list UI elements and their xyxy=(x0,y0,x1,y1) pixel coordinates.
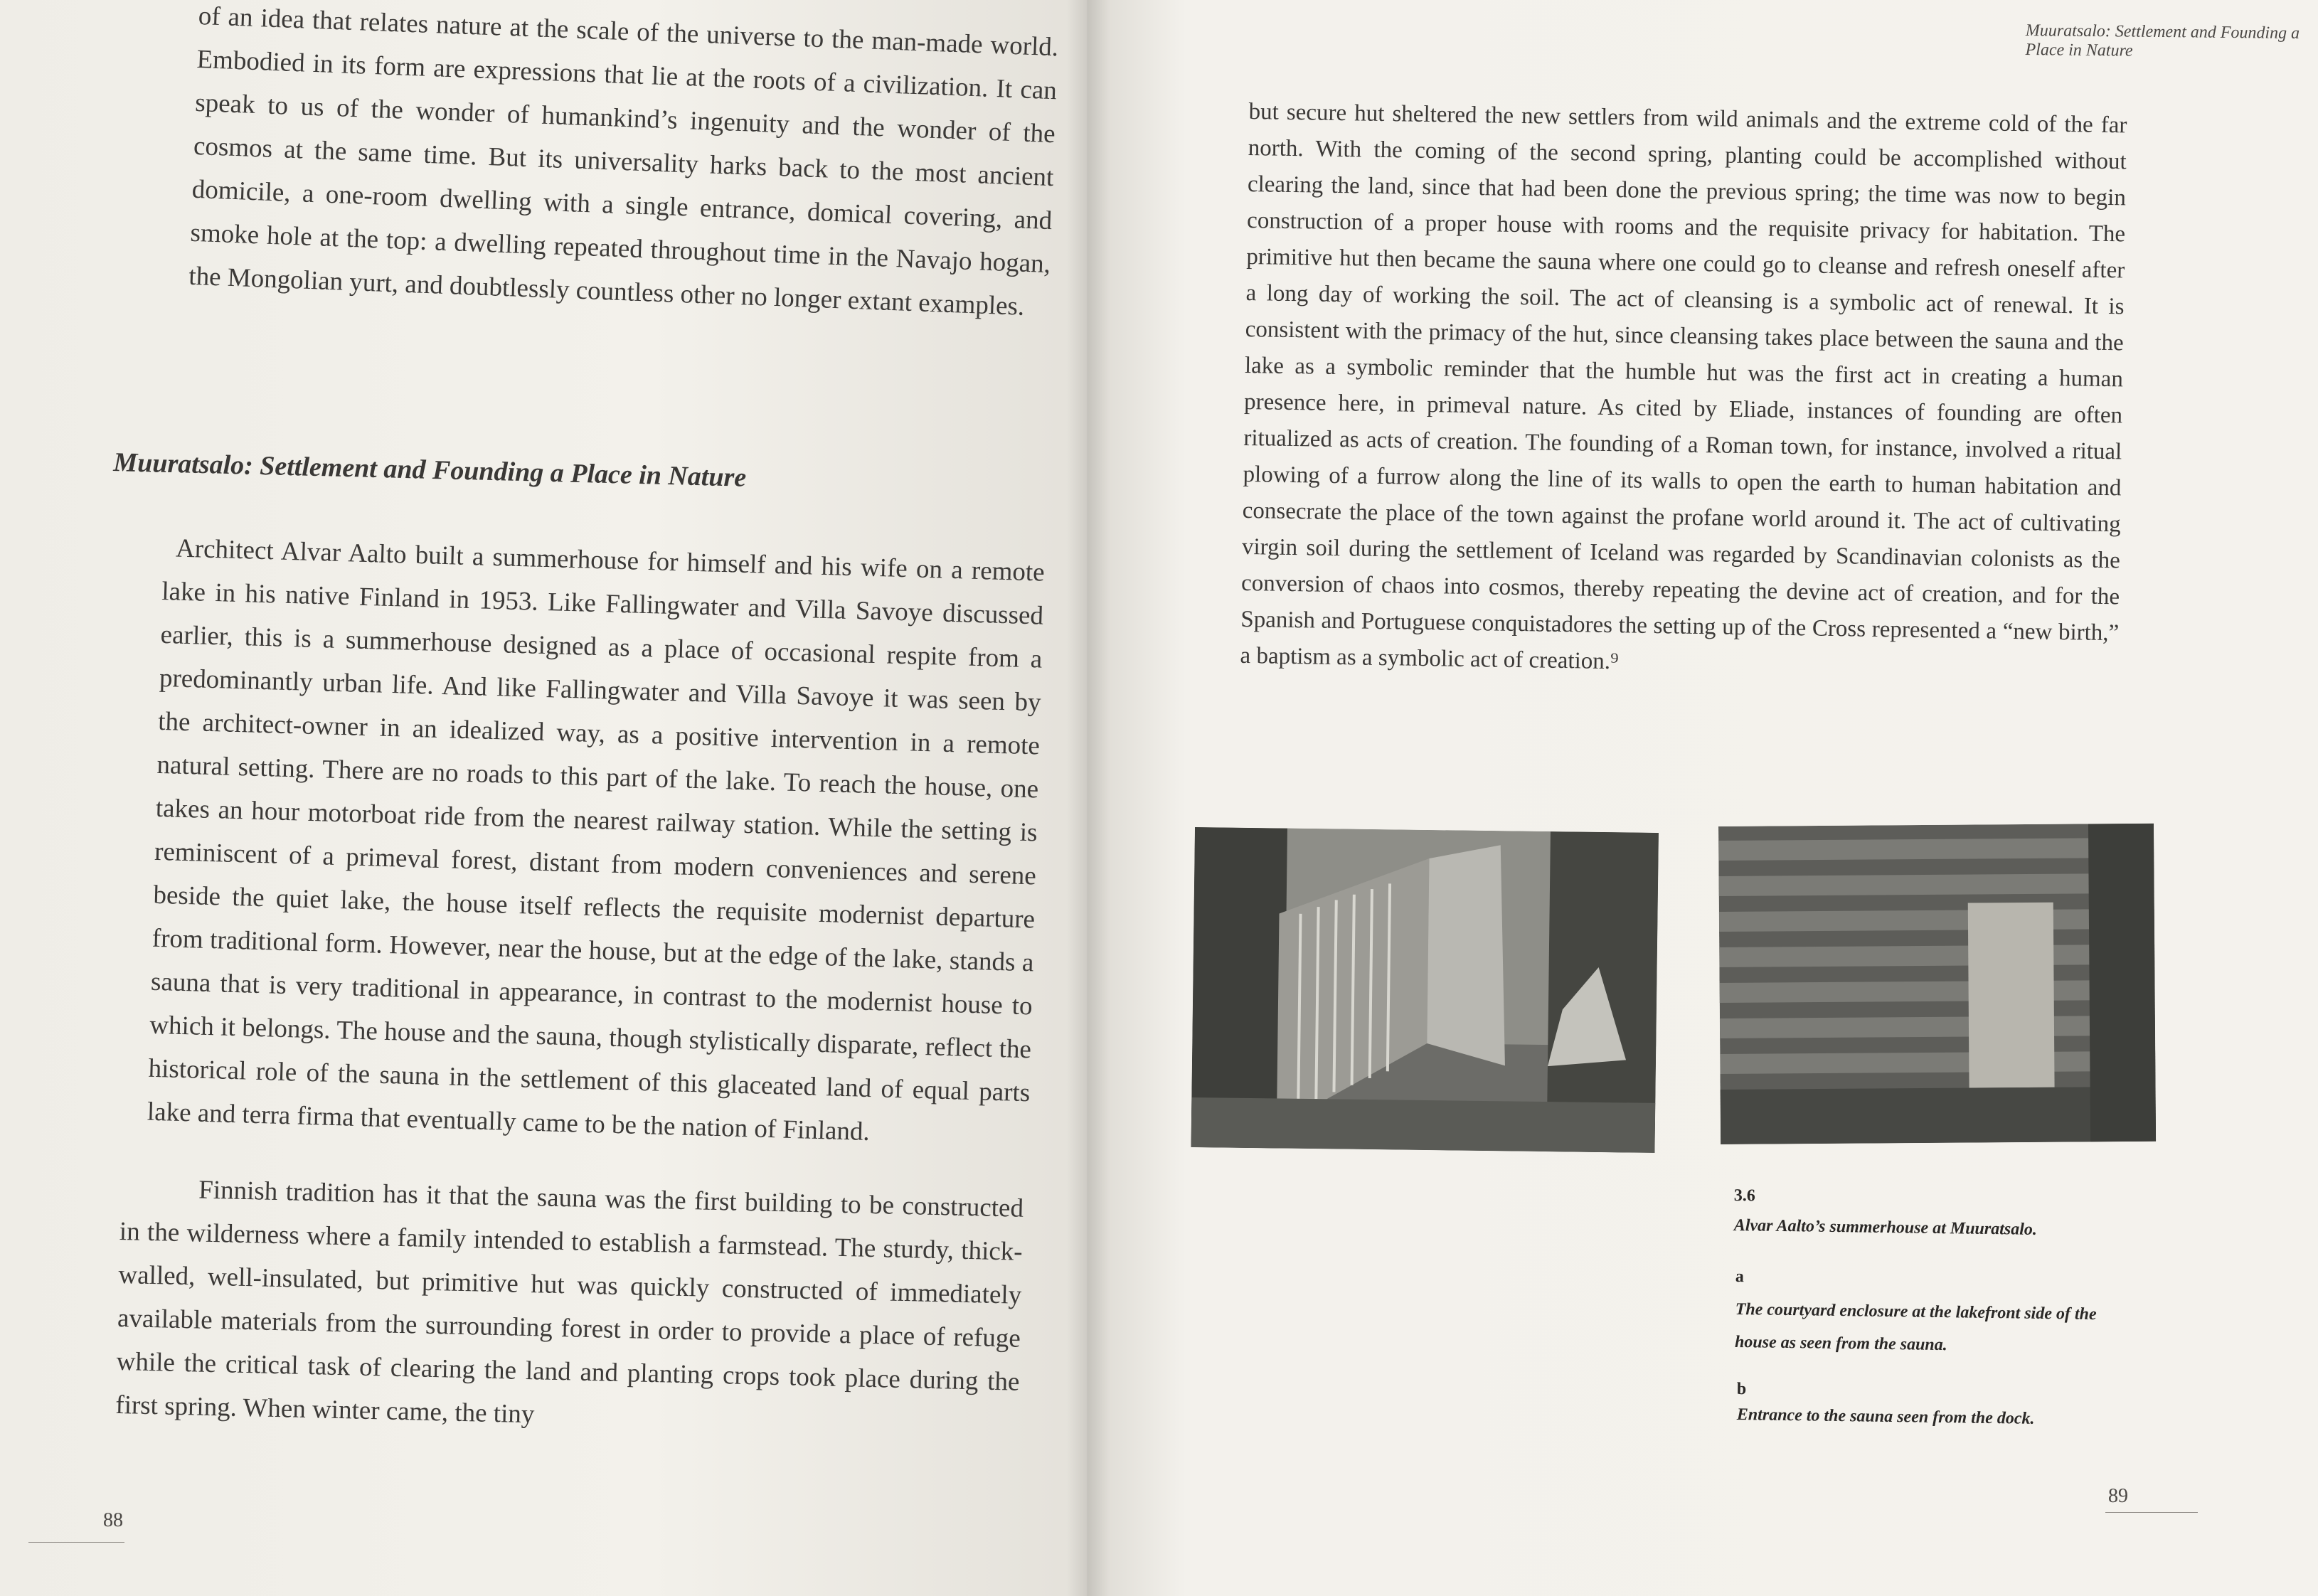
paragraph-finnish-tradition: Finnish tradition has it that the sauna was the first building to be constructed in the wilderness where a family intended to establish a farmstead. The sturdy, thick-walled, well-insulated, but primitive hut was quickly constructed of immediately available materials from the surrounding forest in order to provide a place of refuge while the critical task of clearing the land and planting crops took place during the first spring. When winter came, the tiny xyxy=(115,1175,1024,1430)
figure-label-a: a xyxy=(1735,1267,1744,1287)
folio-rule xyxy=(28,1542,124,1543)
running-head: Muuratsalo: Settlement and Founding a Place in Nature xyxy=(2025,21,2300,60)
paragraph-sauna-renewal: but secure hut sheltered the new settlers from wild animals and the extreme cold of the far north. With the coming of the second spring, planting could be accomplished without clearing the land, since that had been done the previous spring; the time was now to begin construction of a proper house with rooms and the requisite privacy for habitation. The primitive hut then became the sauna where one could go to cleanse and refresh oneself after a long day of working the soil. The act of cleansing is a symbolic act of renewal. It is consistent with the primacy of the hut, since cleansing takes place between the sauna and the lake as a symbolic reminder that the humble hut was the first act in creating a human presence here, in primeval nature. As cited by Eliade, instances of founding are often ritualized as acts of creation. The founding of a Roman town, for instance, involved a ritual plowing of a furrow along the line of its walls to open the earth to human habitation and consecrate the place of the town against the profane world around it. The act of cultivating virgin soil during the settlement of Iceland was regarded by Scandinavian colonists as the conversion of chaos into cosmos, thereby repeating the devine act of creation, and for the Spanish and Portuguese conquistadores the setting up of the Cross represented a “new birth,” a baptism as a symbolic act of creation.⁹ xyxy=(1240,98,2127,675)
book-gutter xyxy=(1067,0,1110,1596)
left-page xyxy=(0,0,1087,1596)
folio-rule xyxy=(2105,1512,2198,1513)
photo-courtyard-enclosure xyxy=(1191,827,1659,1153)
section-heading: Muuratsalo: Settlement and Founding a Place in Nature xyxy=(112,447,747,493)
page-number-right: 89 xyxy=(2108,1485,2128,1507)
figure-caption-b: Entrance to the sauna seen from the dock. xyxy=(1736,1405,2035,1428)
figure-title: Alvar Aalto’s summerhouse at Muuratsalo. xyxy=(1733,1216,2038,1239)
page-number-left: 88 xyxy=(103,1509,123,1531)
paragraph-aalto-summerhouse: Architect Alvar Aalto built a summerhouse for himself and his wife on a remote lake in his native Finland in 1953. Like Fallingwater and Villa Savoye discussed earlier, this is a summerhouse designed as a place of occasional respite from a predominantly urban life. And like Fallingwater and Villa Savoye it was seen by the architect-owner in an idealized way, as a positive intervention in a remote natural setting. There are no roads to this part of the lake. To reach the house, one takes an hour motorboat ride from the nearest railway station. While the setting is reminiscent of a primeval forest, distant from modern conveniences and serene beside the quiet lake, the house itself reflects the requisite modernist departure from traditional form. However, near the house, but at the edge of the lake, stands a sauna that is very traditional in appearance, in contrast to the modernist house to which it belongs. The house and the sauna, though stylistically disparate, reflect the historical role of the sauna in the settlement of this glaceated land of equal parts lake and terra firma that eventually came to be the nation of Finland. xyxy=(147,533,1046,1147)
right-page xyxy=(1087,0,2318,1596)
figure-caption-a: The courtyard enclosure at the lakefront side of the house as seen from the sauna. xyxy=(1734,1299,2097,1355)
figure-label-b: b xyxy=(1736,1380,1747,1399)
photo-sauna-entrance xyxy=(1718,824,2156,1144)
continued-paragraph: of an idea that relates nature at the scale of the universe to the man-made world. Embodied in its form are expressions that lie at the roots of a civilization. It can speak to us of the wonder of humankind’s ingenuity and the wonder of the cosmos at the same time. But its universality harks back to the most ancient domicile, a one-room dwelling with a single entrance, domical covering, and smoke hole at the top: a dwelling repeated throughout time in the Navajo hogan, the Mongolian yurt, and doubtlessly countless other no longer extant examples. xyxy=(188,1,1059,321)
figure-number: 3.6 xyxy=(1733,1186,1755,1206)
